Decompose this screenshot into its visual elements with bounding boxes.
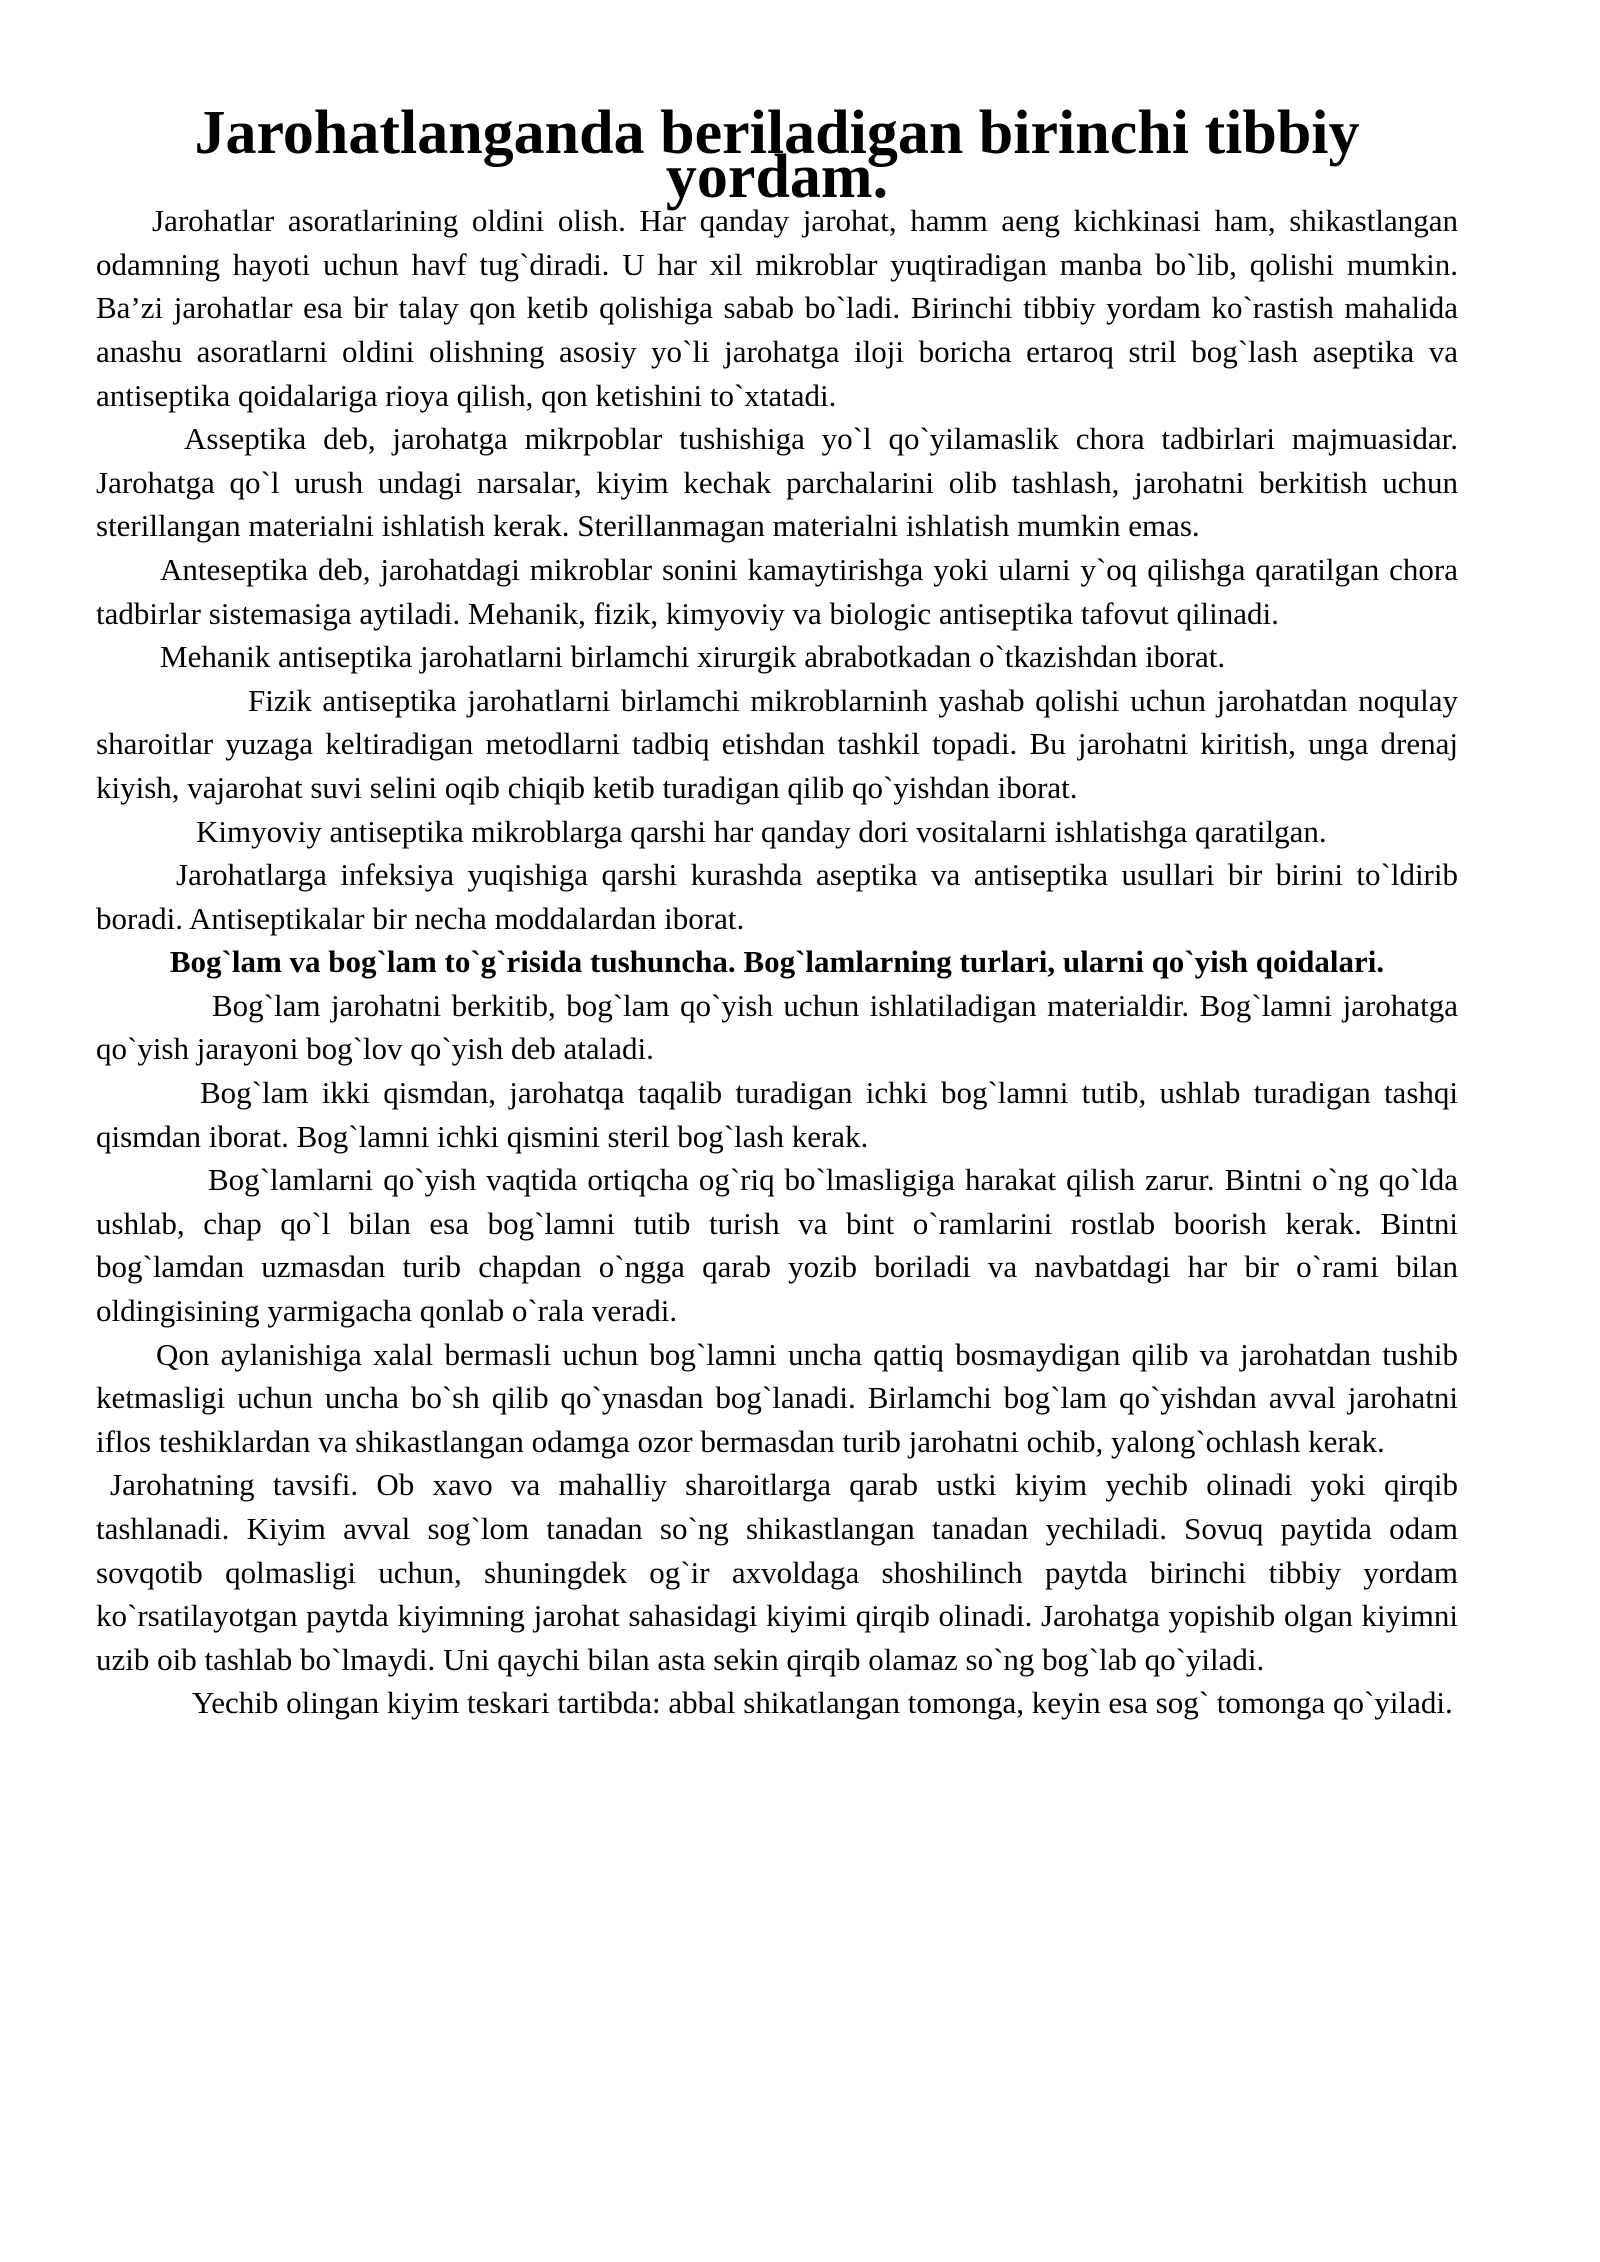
document-page <box>96 99 1458 1725</box>
paragraph-blood-circulation: Qon aylanishiga xalal bermasli uchun bog`lamni uncha qattiq bosmaydigan qilib va jarohatdan tushib ketmasligi uchun uncha bo`sh qilib qo`ynasdan bog`lanadi. Birlamchi bog`lam qo`yishdan avval jarohatni iflos teshiklardan va shikastlangan odamga ozor bermasdan turib jarohatni ochib, yalong`ochlash kerak. <box>96 1336 1458 1459</box>
paragraph-bandage-definition: Bog`lam jarohatni berkitib, bog`lam qo`yish uchun ishlatiladigan materialdir. Bog`lamni jarohatga qo`yish jarayoni bog`lov qo`yish deb ataladi. <box>96 987 1458 1067</box>
paragraph-mechanical-antisepsis: Mehanik antiseptika jarohatlarni birlamchi xirurgik abrabotkadan o`tkazishdan iborat. <box>160 639 1226 675</box>
paragraph-infection-control: Jarohatlarga infeksiya yuqishiga qarshi kurashda aseptika va antiseptika usullari bir birini to`ldirib boradi. Antiseptikalar bir necha moddalardan iborat. <box>96 857 1458 936</box>
paragraph-physical-antisepsis: Fizik antiseptika jarohatlarni birlamchi mikroblarninh yashab qolishi uchun jarohatdan noqulay sharoitlar yuzaga keltiradigan metodlarni tadbiq etishdan tashkil topadi. Bu jarohatni kiritish, unga drenaj kiyish, vajarohat suvi selini oqib chiqib ketib turadigan qilib qo`yishdan iborat. <box>96 682 1458 805</box>
paragraph-wound-description: Jarohatning tavsifi. Ob xavo va mahalliy sharoitlarga qarab ustki kiyim yechib olinadi yoki qirqib tashlanadi. Kiyim avval sog`lom tanadan so`ng shikastlangan tanadan yechiladi. Sovuq paytida odam sovqotib qolmasligi uchun, shuningdek og`ir axvoldaga shoshilinch paytda birinchi tibbiy yordam ko`rsatilayotgan paytda kiyimning jarohat sahasidagi kiyimi qirqib olinadi. Jarohatga yopishib olgan kiyimni uzib oib tashlab bo`lmaydi. Uni qaychi bilan asta sekin qirqib olamaz so`ng bog`lab qo`yiladi. <box>96 1467 1458 1677</box>
paragraph-antisepsis: Anteseptika deb, jarohatdagi mikroblar sonini kamaytirishga yoki ularni y`oq qilishga qaratilgan chora tadbirlar sistemasiga aytiladi. Mehanik, fizik, kimyoviy va biologic antiseptika tafovut qilinadi. <box>96 551 1458 631</box>
section-title-bandages: Bog`lam va bog`lam to`g`risida tushuncha. Bog`lamlarning turlari, ularni qo`yish qoidalari. <box>169 944 1385 980</box>
paragraph-clothing-order: Yechib olingan kiyim teskari tartibda: abbal shikatlangan tomonga, keyin esa sog` tomonga qo`yiladi. <box>192 1685 1453 1721</box>
section-title-first-aid: Jarohatlanganda beriladigan birinchi tibbiy yordam. <box>194 99 1360 211</box>
paragraph-bandage-parts: Bog`lam ikki qismdan, jarohatqa taqalib turadigan ichki bog`lamni tutib, ushlab turadigan tashqi qismdan iborat. Bog`lamni ichki qismini steril bog`lash kerak. <box>96 1075 1458 1154</box>
paragraph-complications: Jarohatlar asoratlarining oldini olish. Har qanday jarohat, hamm aeng kichkinasi ham, shikastlangan odamning hayoti uchun havf tug`diradi. U har xil mikroblar yuqtiradigan manba bo`lib, qolishi mumkin. Ba’zi jarohatlar esa bir talay qon ketib qolishiga sabab bo`ladi. Birinchi tibbiy yordam ko`rastish mahalida anashu asoratlarni oldini olishning asosiy yo`li jarohatga iloji boricha ertaroq stril bog`lash aseptika va antiseptika qoidalariga rioya qilish, qon ketishini to`xtatadi. <box>96 203 1458 413</box>
paragraph-chemical-antisepsis: Kimyoviy antiseptika mikroblarga qarshi har qanday dori vositalarni ishlatishga qaratilgan. <box>196 813 1327 849</box>
paragraph-bandage-technique: Bog`lamlarni qo`yish vaqtida ortiqcha og`riq bo`lmasligiga harakat qilish zarur. Bintni o`ng qo`lda ushlab, chap qo`l bilan esa bog`lamni tutib turish va bint o`ramlarini rostlab boorish kerak. Bintni bog`lamdan uzmasdan turib chapdan o`ngga qarab yozib boriladi va navbatdagi har bir o`rami bilan oldingisining yarmigacha qonlab o`rala veradi. <box>96 1162 1458 1329</box>
paragraph-asepsis: Asseptika deb, jarohatga mikrpoblar tushishiga yo`l qo`yilamaslik chora tadbirlari majmuasidar. Jarohatga qo`l urush undagi narsalar, kiyim kechak parchalarini olib tashlash, jarohatni berkitish uchun sterillangan materialni ishlatish kerak. Sterillanmagan materialni ishlatish mumkin emas. <box>96 421 1458 544</box>
